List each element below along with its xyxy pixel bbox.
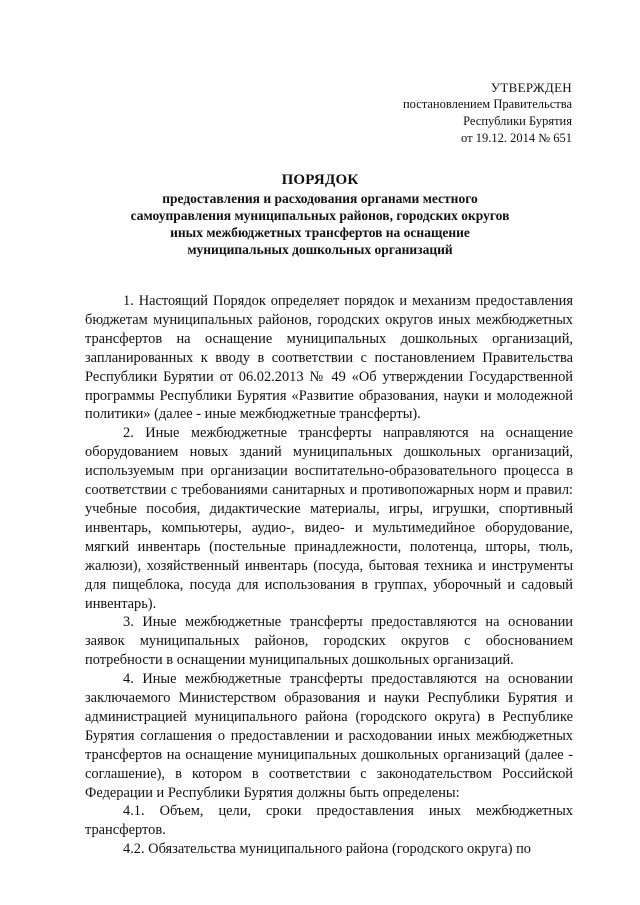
approval-line-2: Республики Бурятия xyxy=(463,114,572,128)
paragraph: 2. Иные межбюджетные трансферты направляются на оснащение оборудованием новых зданий муниципальных дошкольных организаций, используемым при организации воспитательно-образовательного процесса в соответствии с требованиями санитарных и противопожарных норм и правил: учебные пособия, дидактические материалы, игры, игрушки, спортивный инвентарь, компьютеры, аудио-, видео- и мультимедийное оборудование, мягкий инвентарь (постельные принадлежности, полотенца, шторы, тюль, жалюзи), хозяйственный инвентарь (посуда, бытовая техника и инструменты для пищеблока, посуда для использования в группах, уборочный и садовый инвентарь). xyxy=(85,425,573,612)
paragraph: 1. Настоящий Порядок определяет порядок и механизм предоставления бюджетам муниципальных районов, городских округов иных межбюджетных трансфертов на оснащение муниципальных дошкольных организаций, запланированных к вводу в соответствии с постановлением Правительства Республики Бурятии от 06.02.2013 № 49 «Об утверждении Государственной программы Республики Бурятия «Развитие образования, науки и молодежной политики» (далее - иные межбюджетные трансферты). xyxy=(85,293,573,423)
approval-line-1: постановлением Правительства xyxy=(402,97,572,111)
paragraph: 3. Иные межбюджетные трансферты предоставляются на основании заявок муниципальных районов, городских округов с обоснованием потребности в оснащении муниципальных дошкольных организаций. xyxy=(85,614,573,669)
document-title: ПОРЯДОК xyxy=(281,172,359,188)
approval-line-3: от 19.12. 2014 № 651 xyxy=(461,131,572,145)
paragraph: 4. Иные межбюджетные трансферты предоставляются на основании заключаемого Министерством образования и науки Республики Бурятия и администрацией муниципального района (городского округа) в Республике Бурятия соглашения о предоставлении и расходовании иных межбюджетных трансфертов на оснащение муниципальных дошкольных организаций (далее - соглашение), в котором в соответствии с законодательством Российской Федерации и Республики Бурятия должны быть определены: xyxy=(85,671,573,801)
paragraph: 4.2. Обязательства муниципального района (городского округа) по xyxy=(123,841,531,858)
document-subtitle: предоставления и расходования органами местного самоуправления муниципальных районов, городских округов иных межбюджетных трансфертов на оснащение муниципальных дошкольных организаций xyxy=(130,191,510,257)
approval-label: УТВЕРЖДЕН xyxy=(490,80,572,95)
document-body xyxy=(85,292,573,859)
paragraph: 4.1. Объем, цели, сроки предоставления иных межбюджетных трансфертов. xyxy=(85,803,573,839)
document-title-block xyxy=(110,170,530,258)
approval-stamp xyxy=(403,79,572,147)
